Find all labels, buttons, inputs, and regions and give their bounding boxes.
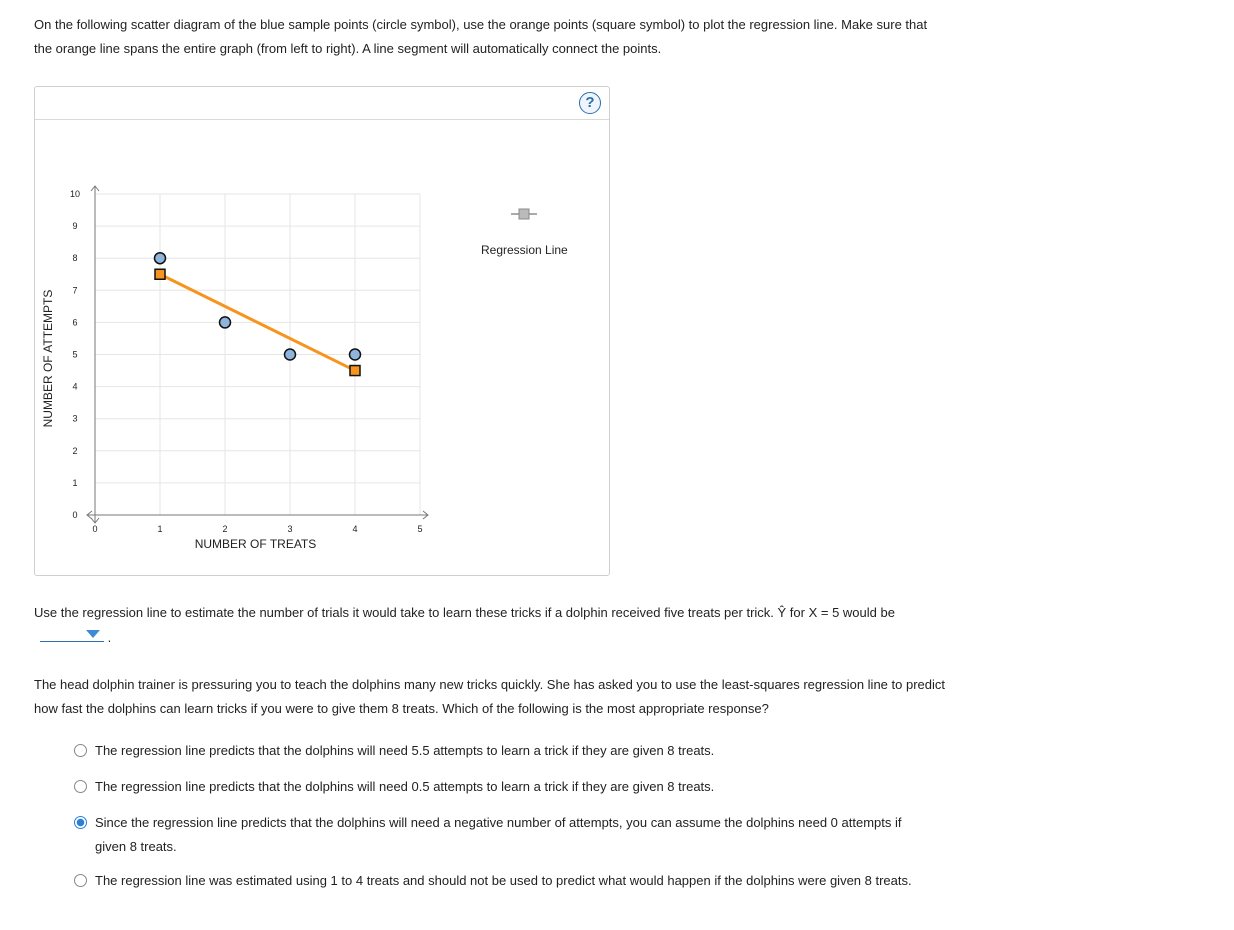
x-tick-label: 1 <box>157 524 163 534</box>
instructions-text: On the following scatter diagram of the blue sample points (circle symbol), use the orange points (square symbol) to plot the regression line. Make sure that the orange line spans the entire graph (from left to right). A line segment will automatically connect the points. <box>34 17 928 56</box>
x-tick-label: 5 <box>417 524 423 534</box>
answer-option-3[interactable] <box>74 811 934 859</box>
question-estimate <box>34 601 954 650</box>
help-button[interactable]: ? <box>579 92 601 114</box>
answer-option-2[interactable] <box>74 775 934 799</box>
y-tick-label: 8 <box>72 253 78 264</box>
answer-option-4[interactable] <box>74 869 934 893</box>
graph-header <box>35 87 609 120</box>
y-tick-label: 2 <box>72 445 78 456</box>
y-tick-label: 10 <box>69 189 81 199</box>
sample-point[interactable] <box>155 253 166 264</box>
answer-option-1[interactable] <box>74 739 934 763</box>
chevron-down-icon[interactable] <box>86 630 100 638</box>
x-tick-label: 2 <box>222 524 228 534</box>
answer-option-label: The regression line predicts that the dolphins will need 0.5 attempts to learn a trick if they are given 8 treats. <box>95 779 715 794</box>
graph-panel <box>34 86 610 576</box>
legend-regression-label: Regression Line <box>481 243 568 257</box>
radio-button[interactable] <box>74 874 87 887</box>
x-tick-label: 3 <box>287 524 293 534</box>
radio-button-selected[interactable] <box>74 816 87 829</box>
sample-point[interactable] <box>350 349 361 360</box>
y-tick-label: 7 <box>72 285 78 296</box>
sample-point[interactable] <box>220 317 231 328</box>
sample-point[interactable] <box>285 349 296 360</box>
question-estimate-suffix: . <box>107 630 112 645</box>
y-tick-label: 0 <box>72 510 78 520</box>
y-axis-label: NUMBER OF ATTEMPTS <box>41 289 55 428</box>
x-tick-label: 0 <box>92 524 98 534</box>
answer-option-label: Since the regression line predicts that the dolphins will need a negative number of attempts, you can assume the dolphins need 0 attempts if given 8 treats. <box>95 815 902 854</box>
x-axis-label: NUMBER OF TREATS <box>194 537 317 551</box>
answer-options <box>74 739 934 893</box>
question-estimate-text: Use the regression line to estimate the number of trials it would take to learn these tricks if a dolphin received five treats per trick. Ŷ for X = 5 would be <box>34 605 895 620</box>
scatter-chart[interactable] <box>35 120 609 575</box>
y-tick-label: 3 <box>72 413 78 424</box>
estimate-dropdown[interactable] <box>40 625 104 642</box>
answer-option-label: The regression line was estimated using 1 to 4 treats and should not be used to predict what would happen if the dolphins were given 8 treats. <box>95 873 912 888</box>
y-tick-label: 5 <box>72 349 78 360</box>
answer-option-label: The regression line predicts that the dolphins will need 5.5 attempts to learn a trick if they are given 8 treats. <box>95 743 715 758</box>
question-prediction-text: The head dolphin trainer is pressuring you to teach the dolphins many new tricks quickly. She has asked you to use the least-squares regression line to predict how fast the dolphins can learn tricks if you were to give them 8 treats. Which of the following is the most appropriate response? <box>34 677 945 716</box>
regression-point-handle[interactable] <box>350 366 360 376</box>
y-tick-label: 6 <box>72 317 78 328</box>
legend-square-icon[interactable] <box>519 209 529 219</box>
regression-point-handle[interactable] <box>155 269 165 279</box>
x-tick-label: 4 <box>352 524 358 534</box>
y-tick-label: 9 <box>72 221 78 232</box>
radio-button[interactable] <box>74 744 87 757</box>
y-tick-label: 4 <box>72 381 78 392</box>
radio-button[interactable] <box>74 780 87 793</box>
y-tick-label: 1 <box>72 477 78 488</box>
